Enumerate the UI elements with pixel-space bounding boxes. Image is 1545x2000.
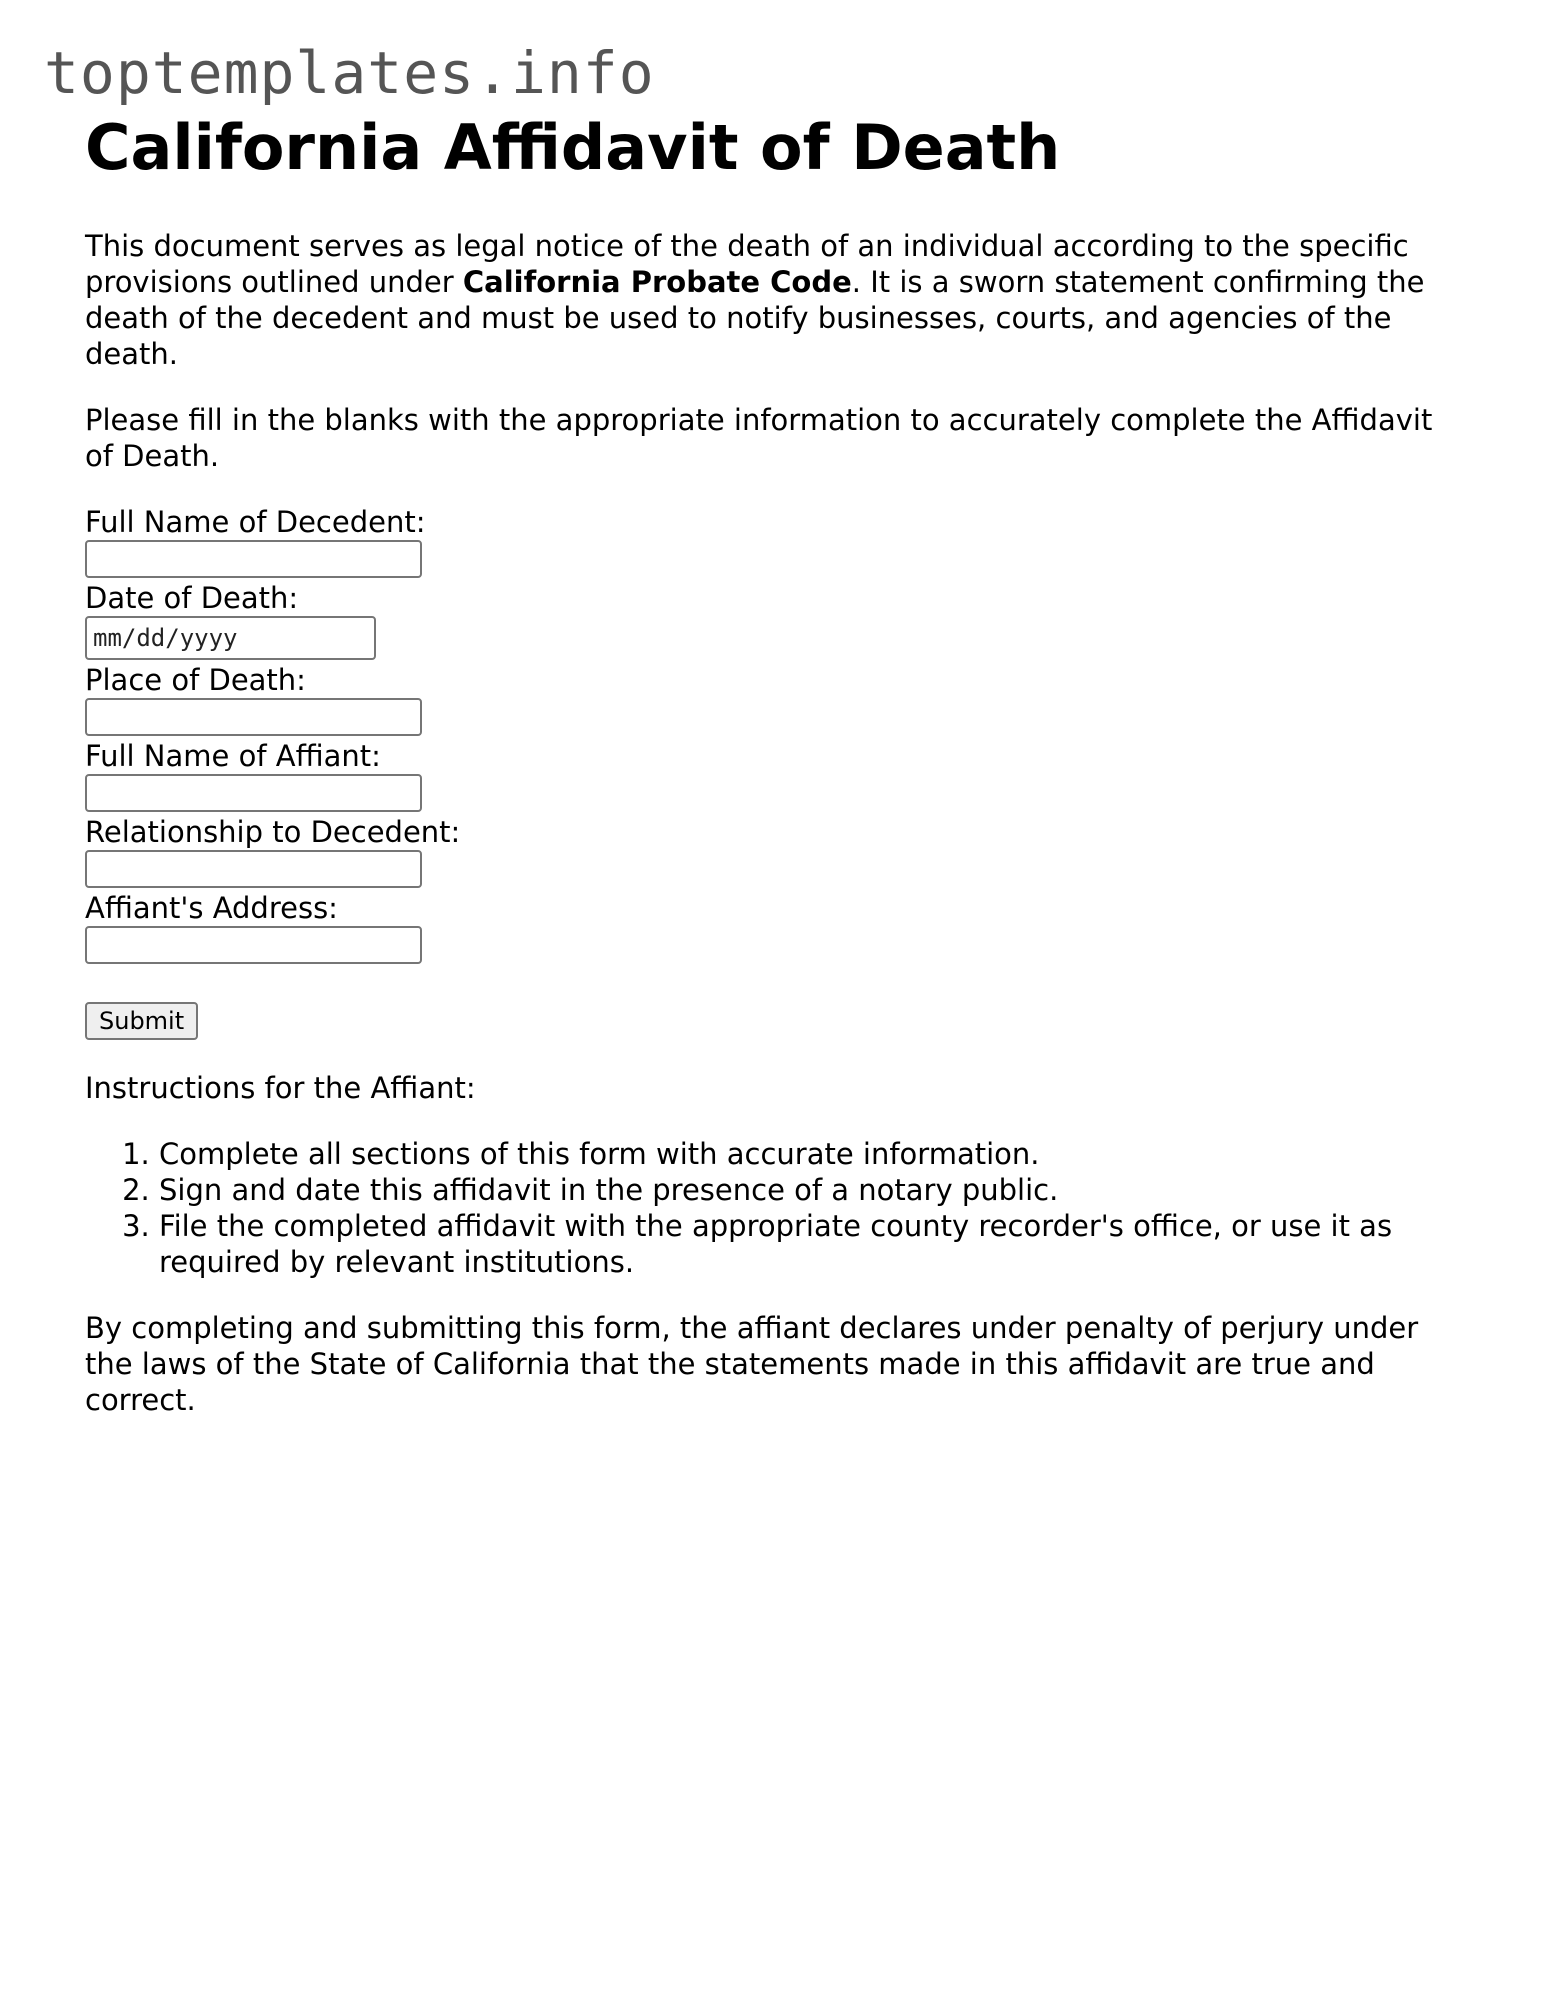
instruction-step: 1. Complete all sections of this form with accurate information. [159, 1136, 1465, 1172]
intro-paragraph [85, 228, 1465, 372]
affiant-address-input[interactable] [85, 926, 422, 964]
place-of-death-input[interactable] [85, 698, 422, 736]
fill-instructions: Please fill in the blanks with the appropriate information to accurately complete the Affidavit of Death. [85, 403, 1433, 473]
decedent-name-input[interactable] [85, 540, 422, 578]
page-title: California Affidavit of Death [85, 111, 1061, 184]
perjury-declaration: By completing and submitting this form, the affiant declares under penalty of perjury under the laws of the State of California that the statements made in this affidavit are true and correct. [85, 1311, 1419, 1417]
document-body [85, 108, 1465, 1418]
watermark-text: toptemplates.info [44, 39, 655, 107]
instructions-title: Instructions for the Affiant: [85, 1071, 476, 1105]
intro-text-start: This document serves as legal notice of the death of an individual according to the specific provisions outlined under [85, 229, 1409, 299]
date-of-death-placeholder: mm/dd/yyyy [93, 624, 238, 652]
place-of-death-label: Place of Death: [85, 663, 306, 697]
affiant-name-input[interactable] [85, 774, 422, 812]
affidavit-form [85, 504, 1465, 1040]
instructions-list [85, 1136, 1465, 1280]
intro-text-end: . It is a sworn statement confirming the death of the decedent and must be used to notify businesses, courts, and agencies of the death. [85, 265, 1425, 371]
submit-button[interactable]: Submit [85, 1002, 198, 1040]
date-of-death-input[interactable] [85, 616, 376, 660]
affiant-address-label: Affiant's Address: [85, 891, 338, 925]
decedent-name-label: Full Name of Decedent: [85, 505, 426, 539]
probate-code-reference: California Probate Code [462, 265, 852, 299]
relationship-label: Relationship to Decedent: [85, 815, 461, 849]
date-of-death-label: Date of Death: [85, 581, 299, 615]
instruction-step: 2. Sign and date this affidavit in the presence of a notary public. [159, 1172, 1465, 1208]
instruction-step: 3. File the completed affidavit with the appropriate county recorder's office, or use it as required by relevant institutions. [159, 1208, 1465, 1280]
affiant-name-label: Full Name of Affiant: [85, 739, 381, 773]
relationship-input[interactable] [85, 850, 422, 888]
